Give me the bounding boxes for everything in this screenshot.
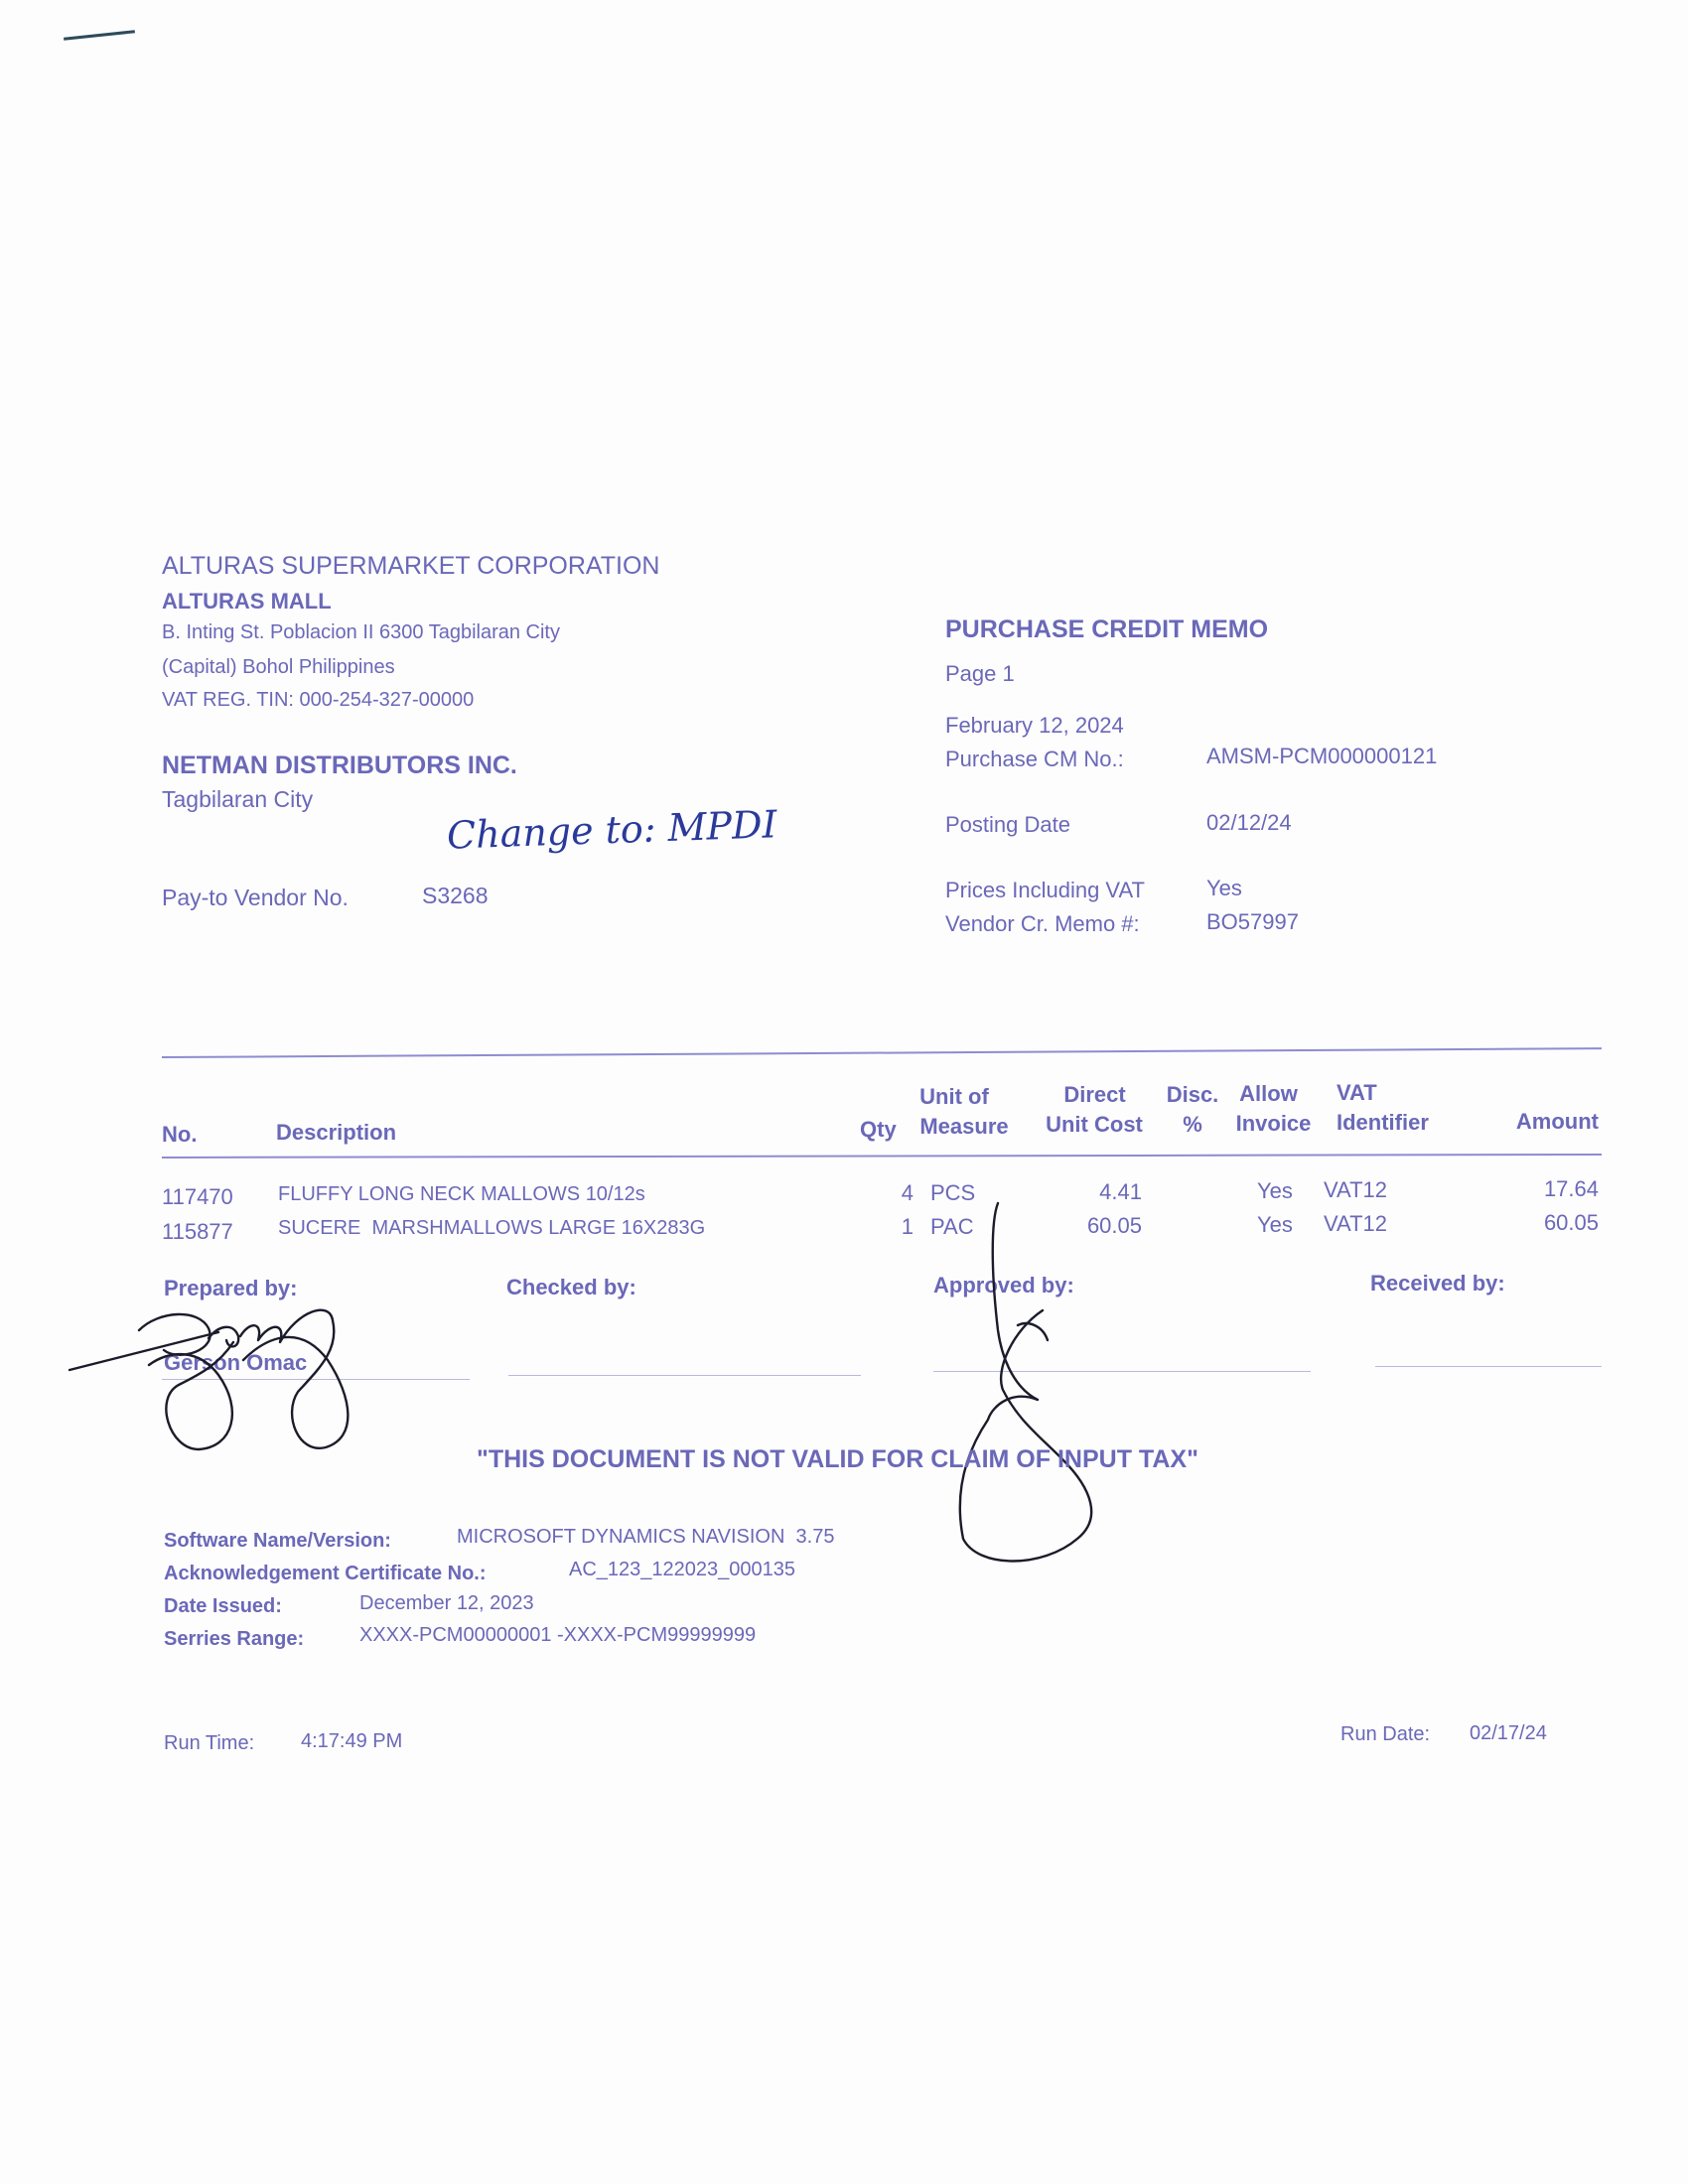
header-cost-2: Unit Cost	[1046, 1112, 1143, 1137]
received-by-line	[1375, 1366, 1602, 1367]
header-vat-2: Identifier	[1336, 1110, 1429, 1135]
pay-to-vendor-value: S3268	[422, 883, 489, 908]
software-name-value: MICROSOFT DYNAMICS NAVISION 3.75	[457, 1526, 835, 1548]
header-no: No.	[162, 1122, 198, 1147]
posting-date-label: Posting Date	[945, 812, 1070, 837]
ack-cert-value: AC_123_122023_000135	[569, 1559, 795, 1580]
series-range-label: Serries Range:	[164, 1628, 305, 1650]
header-amount: Amount	[1515, 1109, 1599, 1134]
row-amount: 60.05	[1543, 1210, 1599, 1235]
approved-by-label: Approved by:	[933, 1273, 1074, 1297]
row-uom: PCS	[930, 1180, 976, 1205]
vendor-city: Tagbilaran City	[162, 786, 314, 812]
row-no: 115877	[162, 1219, 233, 1244]
prepared-by-label: Prepared by:	[164, 1276, 298, 1300]
vendor-name: NETMAN DISTRIBUTORS INC.	[162, 751, 517, 779]
row-no: 117470	[162, 1184, 233, 1209]
row-cost: 4.41	[1099, 1179, 1142, 1204]
row-amount: 17.64	[1543, 1176, 1599, 1201]
approved-by-signature	[864, 1191, 1122, 1569]
row-qty: 4	[901, 1180, 914, 1205]
memo-title: PURCHASE CREDIT MEMO	[945, 615, 1269, 643]
software-name-label: Software Name/Version:	[164, 1530, 391, 1552]
header-uom-1: Unit of	[919, 1084, 989, 1109]
prepared-by-name: Gerson Omac	[164, 1350, 308, 1375]
header-qty: Qty	[860, 1117, 897, 1142]
company-branch: ALTURAS MALL	[162, 589, 332, 614]
header-cost-1: Direct	[1063, 1082, 1126, 1107]
prepared-by-signature	[60, 1281, 457, 1479]
header-disc-1: Disc.	[1166, 1082, 1219, 1107]
checked-by-label: Checked by:	[506, 1275, 636, 1299]
run-time-value: 4:17:49 PM	[301, 1730, 403, 1752]
scan-mark	[64, 30, 135, 41]
company-name: ALTURAS SUPERMARKET CORPORATION	[162, 552, 660, 580]
date-issued-label: Date Issued:	[164, 1595, 282, 1617]
header-vat-1: VAT	[1336, 1080, 1377, 1105]
memo-date: February 12, 2024	[945, 713, 1124, 738]
company-tin: VAT REG. TIN: 000-254-327-00000	[162, 689, 475, 711]
cm-no-label: Purchase CM No.:	[945, 747, 1124, 771]
checked-by-line	[508, 1375, 861, 1376]
page-number: Page 1	[945, 661, 1015, 686]
table-top-rule	[162, 1047, 1602, 1058]
header-description: Description	[276, 1120, 397, 1145]
company-address-1: B. Inting St. Poblacion II 6300 Tagbilaran City	[162, 621, 560, 643]
validity-notice: "THIS DOCUMENT IS NOT VALID FOR CLAIM OF INPUT TAX"	[477, 1445, 1198, 1473]
row-allow: Yes	[1257, 1178, 1293, 1203]
header-disc-2: %	[1183, 1112, 1202, 1137]
prices-vat-label: Prices Including VAT	[945, 878, 1145, 902]
ack-cert-label: Acknowledgement Certificate No.:	[164, 1563, 487, 1584]
handwritten-note: Change to: MPDI	[446, 802, 778, 858]
cm-no-value: AMSM-PCM000000121	[1206, 744, 1438, 768]
prices-vat-value: Yes	[1206, 876, 1242, 900]
table-header-rule	[162, 1154, 1602, 1159]
vendor-cr-memo-value: BO57997	[1206, 909, 1299, 934]
run-date-value: 02/17/24	[1470, 1722, 1547, 1744]
header-allow-1: Allow	[1239, 1081, 1298, 1106]
row-uom: PAC	[930, 1214, 974, 1239]
row-description: FLUFFY LONG NECK MALLOWS 10/12s	[278, 1183, 645, 1205]
header-uom-2: Measure	[919, 1114, 1009, 1139]
series-range-value: XXXX-PCM00000001 -XXXX-PCM99999999	[359, 1624, 757, 1646]
run-time-label: Run Time:	[164, 1732, 255, 1754]
row-description: SUCERE MARSHMALLOWS LARGE 16X283G	[278, 1217, 706, 1239]
row-allow: Yes	[1257, 1212, 1293, 1237]
date-issued-value: December 12, 2023	[359, 1592, 534, 1614]
posting-date-value: 02/12/24	[1206, 810, 1292, 835]
company-address-2: (Capital) Bohol Philippines	[162, 656, 395, 678]
run-date-label: Run Date:	[1340, 1723, 1431, 1745]
row-vat: VAT12	[1324, 1211, 1387, 1236]
row-qty: 1	[901, 1214, 914, 1239]
vendor-cr-memo-label: Vendor Cr. Memo #:	[945, 911, 1140, 936]
header-allow-2: Invoice	[1235, 1111, 1312, 1136]
row-vat: VAT12	[1324, 1177, 1387, 1202]
row-cost: 60.05	[1086, 1213, 1142, 1238]
pay-to-vendor-label: Pay-to Vendor No.	[162, 885, 349, 910]
received-by-label: Received by:	[1370, 1271, 1505, 1296]
